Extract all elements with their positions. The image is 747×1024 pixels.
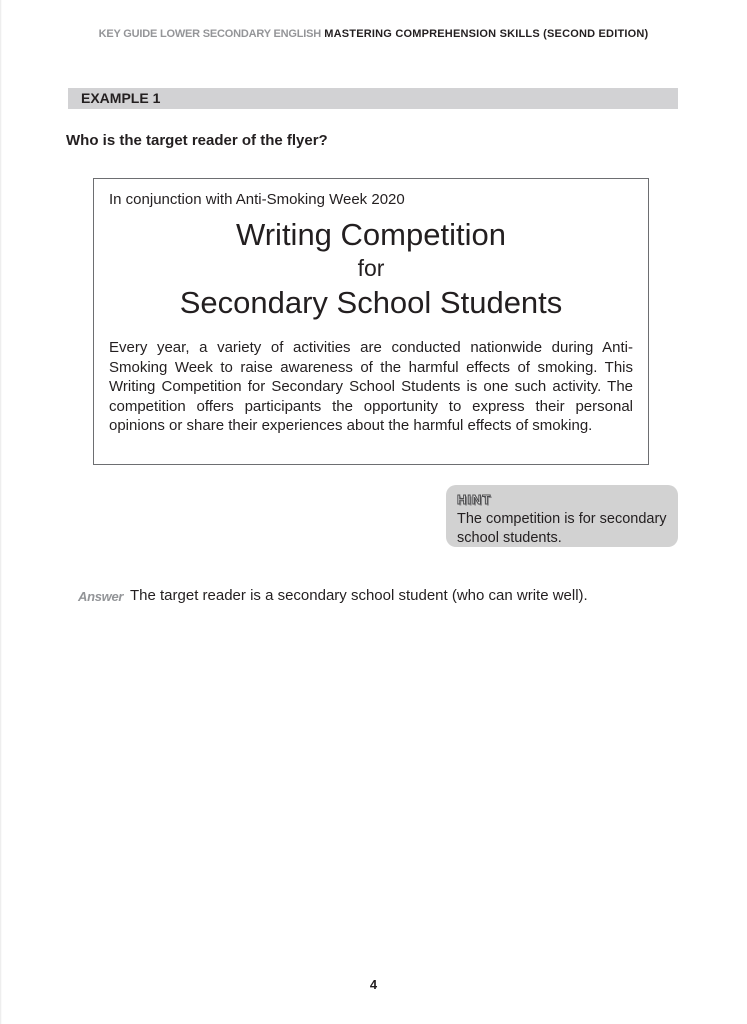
example-heading-label: EXAMPLE 1 bbox=[81, 90, 161, 106]
running-head-book-title bbox=[324, 28, 648, 40]
example-heading-bar bbox=[68, 88, 678, 109]
running-head-book-title-text: MASTERING COMPREHENSION SKILLS (SECOND EDITION) bbox=[324, 28, 649, 40]
running-head-series: KEY GUIDE LOWER SECONDARY ENGLISH bbox=[98, 28, 321, 40]
question-text: Who is the target reader of the flyer? bbox=[66, 132, 328, 149]
hint-text: The competition is for secondary school students. bbox=[457, 511, 667, 546]
running-head bbox=[0, 28, 747, 40]
flyer-title-line2: for bbox=[357, 255, 385, 281]
flyer-body-paragraph: Every year, a variety of activities are conducted nationwide during Anti-Smoking Week to raise awareness of the harmful effects of smoking. This Writing Competition for Secondary School Students is one such activity. The competition offers participants the opportunity to express their personal opinions or share their experiences about the harmful effects of smoking. bbox=[109, 339, 633, 434]
flyer-box bbox=[93, 178, 649, 465]
flyer-title-line3: Secondary School Students bbox=[179, 285, 563, 320]
hint-box bbox=[446, 485, 678, 547]
flyer-intro-line: In conjunction with Anti-Smoking Week 2020 bbox=[109, 191, 405, 208]
hint-label: HINT bbox=[457, 492, 492, 507]
flyer-title-line1: Writing Competition bbox=[236, 217, 506, 252]
answer-text: The target reader is a secondary school student (who can write well). bbox=[130, 587, 588, 604]
answer-label: Answer bbox=[78, 589, 124, 604]
page-number: 4 bbox=[369, 977, 378, 992]
page-scan-edge bbox=[0, 0, 2, 1024]
